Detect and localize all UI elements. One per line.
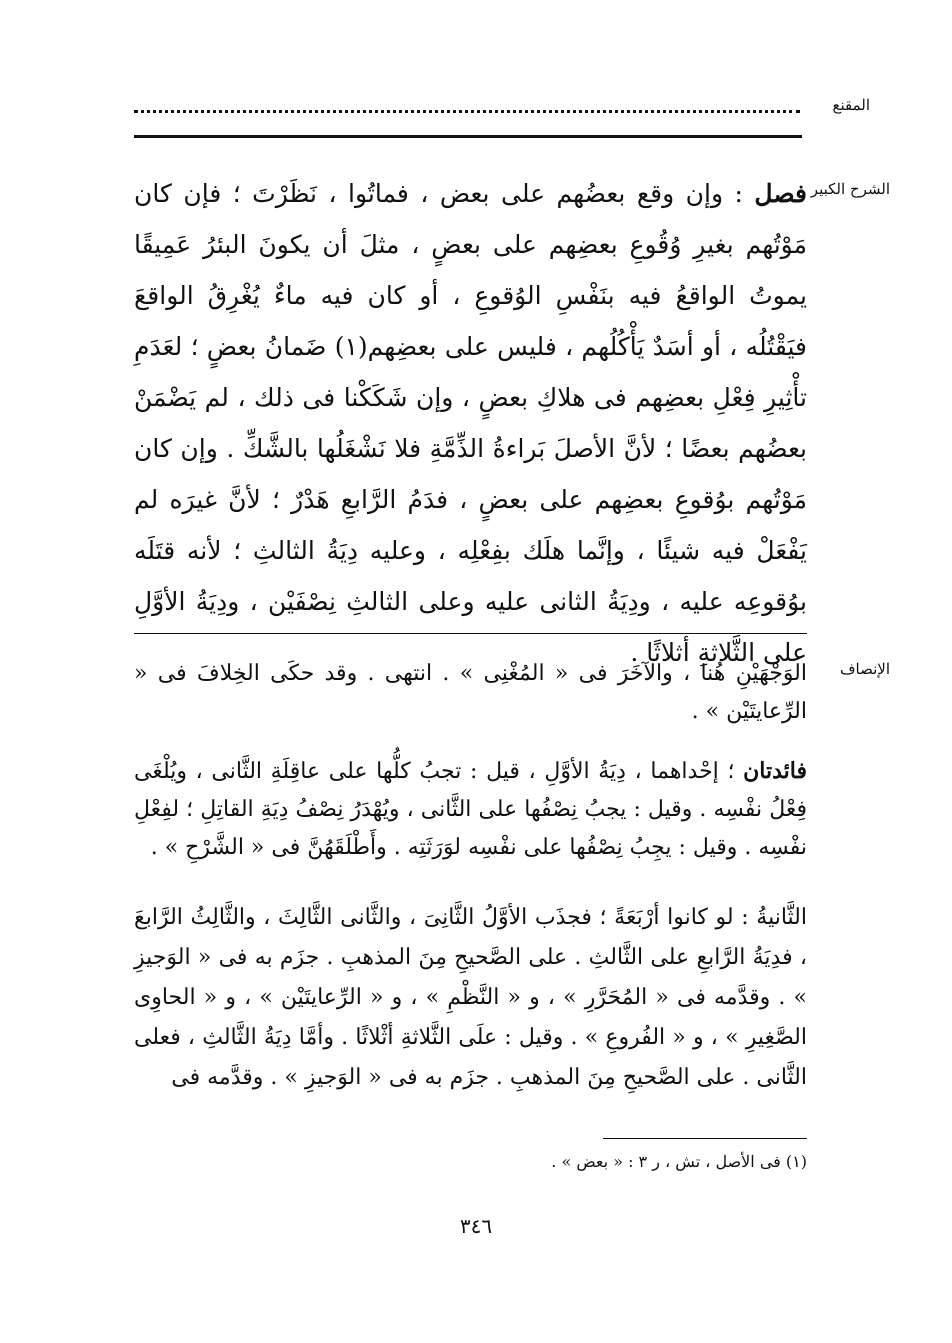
book-title: المقنع: [832, 96, 870, 114]
sharh-text-block: [134, 168, 807, 678]
footnote: (١) فى الأصل ، تش ، ر ٣ : « بعض » .: [551, 1152, 807, 1171]
insaf-paragraph-2: [134, 752, 807, 867]
insaf-para3-text: الثَّانيةُ : لو كانوا أرْبَعَةً ؛ فجذَب الأوَّلُ الثَّانِىَ ، والثَّانى الثَّالِثَ ، والثَّالِثُ الرَّابعَ ، فدِيَةُ الرَّابعِ على الثَّالثِ . على الصَّحيحِ مِنَ المذهبِ . جزَم به فى « الوَجيزِ » . وقدَّمه فى « المُحَرَّرِ » ، و « النَّظْمِ » ، و « الرِّعايتَيْن » ، و « الحاوِى الصَّغِيرِ » ، و « الفُروعِ » . وقيل : علَى الثَّلاثةِ أثْلاثًا . وأمَّا دِيَةُ الثَّالثِ ، فعلى الثَّانى . على الصَّحيحِ مِنَ المذهبِ . جزَم به فى « الوَجيزِ » . وقدَّمه فى: [134, 905, 807, 1090]
page-header: [134, 96, 870, 120]
page-number: ٣٤٦: [459, 1214, 493, 1238]
insaf-para2-lead: فائدتان: [743, 758, 807, 784]
insaf-paragraph-1: [134, 655, 807, 731]
insaf-paragraph-3: [134, 898, 807, 1098]
header-dotted-rule: [134, 110, 800, 113]
sharh-lead-word: فصل: [754, 179, 807, 208]
sharh-section-label: الشرح الكبير: [810, 180, 890, 198]
insaf-para1-text: الوَجْهَيْنِ هُنا ، والآخَرَ فى « المُغْنِى » . انتهى . وقد حكَى الخِلافَ فى « الرِّعايتَيْن » .: [134, 661, 807, 724]
sharh-paragraph: [134, 168, 807, 678]
insaf-para2: [134, 752, 807, 867]
insaf-para2-body: ؛ إحْداهما ، دِيَةُ الأوَّلِ ، قيل : تجبُ كلُّها على عاقِلَةِ الثَّانى ، ويُلْغَى فِعْلُ نفْسِه . وقيل : يجبُ نِصْفُها على الثَّانى ، ويُهْدَرُ نِصْفُ دِيَةِ القاتِلِ ؛ لفِعْلِ نفْسِه . وقيل : يجِبُ نِصْفُها على نفْسِه لوَرَثَتِه . وأَطْلَقَهُنَّ فى « الشَّرْحِ » .: [134, 759, 807, 860]
section-divider: [134, 633, 807, 634]
header-thick-rule: [134, 135, 802, 138]
footnote-rule: [603, 1138, 807, 1139]
insaf-section-label: الإنصاف: [839, 660, 890, 678]
sharh-body: : وإن وقع بعضُهم على بعض ، فماتُوا ، نَظَرْتَ ؛ فإن كان مَوْتُهم بغيرِ وُقُوعِ بعضِهم على بعضٍ ، مثلَ أن يكونَ البئرُ عَمِيقًا يموتُ الواقعُ فيه بنَفْسِ الوُقوعِ ، أو كان فيه ماءٌ يُغْرِقُ الواقعَ فيَقْتُلُه ، أو أسَدٌ يَأْكُلُهم ، فليس على بعضِهم(١) ضَمانُ بعضٍ ؛ لعَدَمِ تأْثِيرِ فِعْلِ بعضِهم فى هلاكِ بعضٍ ، وإن شَكَكْنا فى ذلك ، لم يَضْمَنْ بعضُهم بعضًا ؛ لأنَّ الأصلَ بَراءةُ الذِّمَّةِ فلا نَشْغَلُها بالشَّكِّ . وإن كان مَوْتُهم بوُقوعِ بعضِهم على بعضٍ ، فدَمُ الرَّابعِ هَدْرٌ ؛ لأنَّ غيرَه لم يَفْعَلْ فيه شيئًا ، وإنَّما هلَك بفِعْلِه ، وعليه دِيَةُ الثالثِ ؛ لأنه قتَلَه بوُقوعِه عليه ، ودِيَةُ الثانى عليه وعلى الثالثِ نِصْفَيْن ، ودِيَةُ الأوَّلِ على الثَّلاثةِ أثلاثًا .: [134, 179, 807, 667]
